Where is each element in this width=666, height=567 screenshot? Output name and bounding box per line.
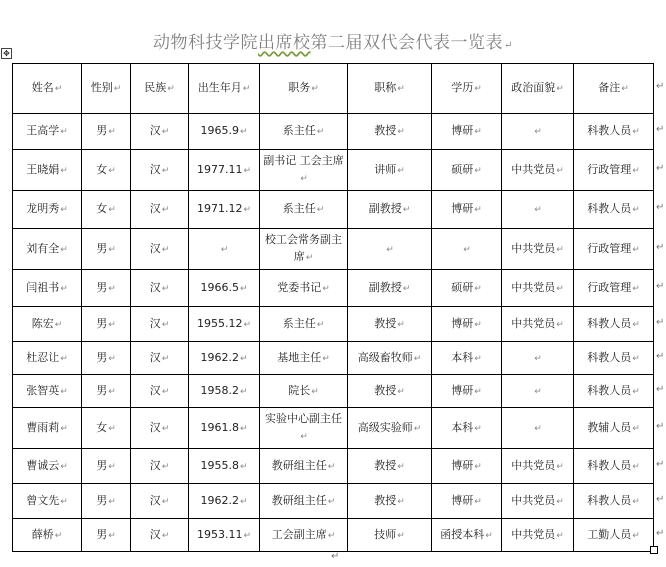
paragraph-mark: ↵	[167, 84, 175, 94]
paragraph-mark: ↵	[161, 127, 170, 137]
paragraph-mark: ↵	[60, 165, 68, 176]
paragraph-mark: ↵	[632, 205, 640, 215]
paragraph-mark: ↵	[556, 244, 564, 255]
paragraph-mark: ↵	[305, 253, 314, 263]
cell-education: 本科↵	[432, 342, 502, 375]
cell-political: 中共党员↵	[502, 449, 574, 484]
cell-political	[502, 191, 574, 229]
paragraph-mark: ↵	[311, 84, 319, 94]
paragraph-mark: ↵	[60, 423, 68, 434]
cell-title: 教授↵	[348, 449, 432, 484]
paragraph-mark: ↵	[534, 423, 542, 434]
cell-title: 讲师↵	[348, 150, 432, 191]
cell-note: 科教人员↵	[574, 191, 654, 229]
header-education: 学历↵	[432, 64, 502, 114]
paragraph-mark: ↵	[413, 353, 422, 364]
cell-birth	[189, 229, 260, 270]
paragraph-mark: ↵	[402, 205, 411, 215]
title-text: 动物科技学院出席校第二届双代会代表一览表	[153, 33, 504, 53]
cell-ethnicity: 汉↵	[131, 270, 189, 307]
cell-gender: 女↵	[82, 408, 131, 449]
cell-note: 教辅人员↵	[574, 408, 654, 449]
paragraph-mark: ↵	[474, 423, 482, 434]
paragraph-mark: ↵	[413, 423, 422, 434]
cell-political: 中共党员↵	[502, 270, 574, 307]
paragraph-mark: ↵	[108, 530, 116, 541]
paragraph-mark: ↵	[161, 353, 170, 364]
end-of-row-mark: ↵	[656, 383, 665, 395]
paragraph-mark: ↵	[474, 283, 482, 294]
paragraph-mark: ↵	[556, 496, 564, 507]
paragraph-mark: ↵	[242, 84, 251, 94]
table-move-handle[interactable]: ✥	[1, 48, 12, 59]
paragraph-mark: ↵	[243, 165, 252, 176]
cell-note: 行政管理↵	[574, 270, 654, 307]
cell-education: 博研↵	[432, 191, 502, 229]
cell-name: 曹雨莉↵	[13, 408, 82, 449]
paragraph-mark: ↵	[220, 244, 229, 255]
cell-title: 教授↵	[348, 375, 432, 408]
end-of-row-mark: ↵	[656, 527, 665, 539]
paragraph-mark: ↵	[322, 353, 330, 364]
cell-name: 刘有全↵	[13, 229, 82, 270]
table-row	[13, 519, 654, 552]
paragraph-mark: ↵	[108, 386, 116, 397]
paragraph-mark: ↵	[108, 461, 116, 472]
cell-ethnicity: 汉↵	[131, 342, 189, 375]
cell-title: 教授↵	[348, 484, 432, 519]
paragraph-mark: ↵	[474, 386, 482, 397]
cell-name: 张智英↵	[13, 375, 82, 408]
paragraph-mark: ↵	[632, 319, 640, 330]
cell-gender: 男↵	[82, 270, 131, 307]
paragraph-mark: ↵	[632, 165, 640, 176]
cell-birth: 1955.8↵	[189, 449, 260, 484]
paragraph-mark: ↵	[556, 319, 564, 330]
paragraph-mark: ↵	[397, 127, 405, 137]
cell-note: 行政管理↵	[574, 229, 654, 270]
cell-ethnicity: 汉↵	[131, 375, 189, 408]
paragraph-mark: ↵	[632, 283, 640, 294]
cell-note: 科教人员↵	[574, 449, 654, 484]
paragraph-mark: ↵	[556, 283, 564, 294]
cell-ethnicity: 汉↵	[131, 229, 189, 270]
cell-position: 校工会常务副主席↵	[260, 229, 348, 270]
paragraph-mark: ↵	[108, 496, 116, 507]
paragraph-mark: ↵	[161, 244, 170, 255]
paragraph-mark: ↵	[60, 353, 68, 364]
paragraph-mark: ↵	[316, 319, 325, 330]
cell-gender: 男↵	[82, 449, 131, 484]
cell-position: 教研组主任↵	[260, 449, 348, 484]
cell-note: 工勤人员↵	[574, 519, 654, 552]
cell-note: 科教人员↵	[574, 484, 654, 519]
table-row	[13, 114, 654, 150]
paragraph-mark: ↵	[632, 496, 640, 507]
cell-birth: 1966.5↵	[189, 270, 260, 307]
cell-ethnicity: 汉↵	[131, 307, 189, 342]
paragraph-mark: ↵	[300, 174, 308, 184]
paragraph-mark: ↵	[534, 353, 542, 364]
cell-title: 高级畜牧师↵	[348, 342, 432, 375]
cell-name: 陈宏↵	[13, 307, 82, 342]
paragraph-mark: ↵	[300, 432, 308, 442]
paragraph-mark: ↵	[556, 530, 564, 541]
paragraph-mark: ↵	[397, 165, 405, 176]
paragraph-mark: ↵	[474, 319, 482, 330]
table-row	[13, 307, 654, 342]
table-row	[13, 484, 654, 519]
paragraph-mark: ↵	[397, 496, 405, 507]
paragraph-mark: ↵	[60, 127, 68, 137]
cell-gender: 男↵	[82, 519, 131, 552]
end-of-row-mark: ↵	[656, 81, 665, 92]
paragraph-mark: ↵	[243, 205, 252, 215]
cell-note: 科教人员↵	[574, 342, 654, 375]
paragraph-mark: ↵	[397, 386, 405, 397]
table-row	[13, 449, 654, 484]
cell-birth: 1962.2↵	[189, 342, 260, 375]
cell-birth: 1977.11↵	[189, 150, 260, 191]
cell-position: 系主任↵	[260, 191, 348, 229]
representatives-table	[12, 63, 654, 552]
cell-position: 副书记 工会主席↵	[260, 150, 348, 191]
cell-education: 博研↵	[432, 449, 502, 484]
paragraph-mark: ↵	[632, 461, 640, 472]
cell-name: 龙明秀↵	[13, 191, 82, 229]
table-resize-handle[interactable]	[650, 546, 658, 554]
paragraph-mark: ↵	[60, 205, 68, 215]
cell-education: 博研↵	[432, 307, 502, 342]
paragraph-mark: ↵	[54, 530, 63, 541]
cell-name: 闫祖书↵	[13, 270, 82, 307]
cell-gender: 男↵	[82, 342, 131, 375]
cell-name: 王高学↵	[13, 114, 82, 150]
table-row	[13, 229, 654, 270]
paragraph-mark: ↵	[474, 353, 482, 364]
paragraph-mark: ↵	[60, 283, 68, 294]
paragraph-mark: ↵	[311, 386, 319, 397]
cell-title	[348, 229, 432, 270]
cell-political: 中共党员↵	[502, 150, 574, 191]
paragraph-mark: ↵	[402, 283, 411, 294]
cell-gender: 男↵	[82, 229, 131, 270]
paragraph-mark: ↵	[60, 244, 68, 255]
cell-name: 薛桥↵	[13, 519, 82, 552]
cell-education	[432, 229, 502, 270]
header-ethnicity: 民族↵	[131, 64, 189, 114]
paragraph-mark: ↵	[322, 283, 330, 294]
cell-ethnicity: 汉↵	[131, 191, 189, 229]
cell-education: 硕研↵	[432, 150, 502, 191]
cell-birth: 1971.12↵	[189, 191, 260, 229]
cell-title: 副教授↵	[348, 191, 432, 229]
cell-note: 科教人员↵	[574, 375, 654, 408]
paragraph-mark: ↵	[556, 461, 564, 472]
paragraph-mark: ↵	[632, 244, 640, 255]
cell-note: 科教人员↵	[574, 114, 654, 150]
paragraph-mark: ↵	[239, 283, 248, 294]
cell-gender: 男↵	[82, 114, 131, 150]
paragraph-mark: ↵	[243, 530, 252, 541]
document-title	[0, 28, 666, 53]
table-header-row	[13, 64, 654, 114]
paragraph-mark: ↵	[397, 84, 405, 94]
cell-position: 党委书记↵	[260, 270, 348, 307]
paragraph-mark: ↵	[239, 127, 248, 137]
end-of-row-mark: ↵	[656, 241, 665, 253]
cell-birth: 1962.2↵	[189, 484, 260, 519]
cell-note: 行政管理↵	[574, 150, 654, 191]
paragraph-mark: ↵	[632, 353, 640, 364]
paragraph-mark: ↵	[108, 319, 116, 330]
paragraph-mark: ↵	[161, 165, 170, 176]
cell-education: 硕研↵	[432, 270, 502, 307]
cell-title: 教授↵	[348, 307, 432, 342]
paragraph-mark: ↵	[386, 244, 394, 255]
cell-position: 院长↵	[260, 375, 348, 408]
cell-birth: 1961.8↵	[189, 408, 260, 449]
cell-gender: 女↵	[82, 191, 131, 229]
paragraph-mark: ↵	[474, 84, 482, 94]
paragraph-mark: ↵	[161, 496, 170, 507]
table-row	[13, 191, 654, 229]
paragraph-mark: ↵	[556, 165, 564, 176]
cell-ethnicity: 汉↵	[131, 519, 189, 552]
cell-position: 系主任↵	[260, 307, 348, 342]
end-of-row-mark: ↵	[656, 316, 665, 328]
cell-name: 曹诚云↵	[13, 449, 82, 484]
header-name: 姓名↵	[13, 64, 82, 114]
paragraph-mark: ↵	[239, 386, 248, 397]
cell-ethnicity: 汉↵	[131, 484, 189, 519]
cell-ethnicity: 汉↵	[131, 408, 189, 449]
paragraph-mark: ↵	[239, 496, 248, 507]
cell-gender: 女↵	[82, 150, 131, 191]
cell-ethnicity: 汉↵	[131, 114, 189, 150]
header-political: 政治面貌↵	[502, 64, 574, 114]
table-row	[13, 270, 654, 307]
paragraph-mark: ↵	[161, 283, 170, 294]
header-birth: 出生年月↵	[189, 64, 260, 114]
paragraph-mark: ↵	[397, 319, 405, 330]
cell-education: 函授本科↵	[432, 519, 502, 552]
cell-gender: 男↵	[82, 307, 131, 342]
paragraph-mark: ↵	[54, 84, 63, 94]
cell-title: 副教授↵	[348, 270, 432, 307]
paragraph-mark: ↵	[60, 461, 68, 472]
cell-education: 博研↵	[432, 375, 502, 408]
header-title: 职称↵	[348, 64, 432, 114]
paragraph-mark: ↵	[474, 165, 482, 176]
paragraph-mark: ↵	[108, 165, 116, 176]
paragraph-mark: ↵	[632, 127, 640, 137]
cell-title: 高级实验师↵	[348, 408, 432, 449]
cell-political	[502, 408, 574, 449]
header-note: 备注↵	[574, 64, 654, 114]
cell-political: 中共党员↵	[502, 484, 574, 519]
paragraph-mark: ↵	[239, 353, 248, 364]
header-gender: 性别↵	[82, 64, 131, 114]
paragraph-mark: ↵	[327, 496, 336, 507]
paragraph-mark: ↵	[316, 127, 325, 137]
cell-political	[502, 375, 574, 408]
grammar-flag: 出席校	[258, 33, 311, 53]
paragraph-mark: ↵	[243, 319, 252, 330]
paragraph-mark: ↵	[161, 319, 170, 330]
cell-birth: 1965.9↵	[189, 114, 260, 150]
table-row	[13, 150, 654, 191]
paragraph-mark: ↵	[632, 386, 640, 397]
end-of-row-mark: ↵	[656, 202, 665, 213]
paragraph-mark: ↵	[463, 244, 471, 255]
paragraph-mark: ↵	[316, 205, 325, 215]
paragraph-mark: ↵	[474, 205, 482, 215]
paragraph-mark: ↵	[161, 461, 170, 472]
cell-political	[502, 342, 574, 375]
paragraph-mark: ↵	[632, 530, 640, 541]
cell-position: 工会副主席↵	[260, 519, 348, 552]
cell-political: 中共党员↵	[502, 307, 574, 342]
cell-education: 博研↵	[432, 484, 502, 519]
paragraph-mark: ↵	[60, 496, 68, 507]
paragraph-mark: ↵	[397, 461, 405, 472]
header-position: 职务↵	[260, 64, 348, 114]
paragraph-mark: ↵	[161, 423, 170, 434]
paragraph-mark: ↵	[113, 84, 122, 94]
cell-position: 基地主任↵	[260, 342, 348, 375]
paragraph-mark: ↵	[504, 40, 513, 51]
paragraph-mark: ↵	[108, 353, 116, 364]
table-row	[13, 408, 654, 449]
cell-position: 教研组主任↵	[260, 484, 348, 519]
end-of-row-mark: ↵	[656, 124, 665, 135]
paragraph-mark: ↵	[108, 423, 116, 434]
cell-title: 技师↵	[348, 519, 432, 552]
paragraph-mark: ↵	[239, 461, 248, 472]
cell-name: 杜忍让↵	[13, 342, 82, 375]
cell-education: 本科↵	[432, 408, 502, 449]
paragraph-mark: ↵	[474, 127, 482, 137]
paragraph-mark: ↵	[534, 127, 542, 137]
cell-political: 中共党员↵	[502, 229, 574, 270]
end-of-row-mark: ↵	[656, 280, 665, 292]
cell-birth: 1953.11↵	[189, 519, 260, 552]
paragraph-mark: ↵	[534, 205, 542, 215]
cell-ethnicity: 汉↵	[131, 449, 189, 484]
paragraph-mark: ↵	[327, 530, 336, 541]
paragraph-mark: ↵	[485, 530, 493, 541]
paragraph-mark: ↵	[161, 205, 170, 215]
paragraph-mark: ↵	[397, 530, 405, 541]
cell-name: 王晓娟↵	[13, 150, 82, 191]
paragraph-mark: ↵	[327, 461, 336, 472]
cell-title: 教授↵	[348, 114, 432, 150]
paragraph-mark: ↵	[108, 283, 116, 294]
paragraph-mark: ↵	[239, 423, 248, 434]
paragraph-mark: ↵	[331, 551, 340, 562]
cell-birth: 1955.12↵	[189, 307, 260, 342]
cell-birth: 1958.2↵	[189, 375, 260, 408]
cell-gender: 男↵	[82, 484, 131, 519]
cell-position: 系主任↵	[260, 114, 348, 150]
end-of-row-mark: ↵	[656, 458, 665, 470]
end-of-row-mark: ↵	[656, 350, 665, 362]
end-of-row-mark: ↵	[656, 420, 665, 432]
paragraph-mark: ↵	[108, 127, 116, 137]
paragraph-mark: ↵	[534, 386, 542, 397]
paragraph-mark: ↵	[60, 386, 68, 397]
paragraph-mark: ↵	[54, 319, 63, 330]
table-row	[13, 375, 654, 408]
cell-name: 曾文先↵	[13, 484, 82, 519]
cell-gender: 男↵	[82, 375, 131, 408]
cell-ethnicity: 汉↵	[131, 150, 189, 191]
cell-note: 科教人员↵	[574, 307, 654, 342]
paragraph-mark: ↵	[556, 84, 564, 94]
cell-education: 博研↵	[432, 114, 502, 150]
cell-position: 实验中心副主任↵	[260, 408, 348, 449]
paragraph-mark: ↵	[161, 386, 170, 397]
paragraph-mark: ↵	[474, 496, 482, 507]
paragraph-mark: ↵	[632, 423, 640, 434]
table-row	[13, 342, 654, 375]
paragraph-mark: ↵	[108, 244, 116, 255]
cell-political: 中共党员↵	[502, 519, 574, 552]
paragraph-mark: ↵	[621, 84, 629, 94]
end-of-row-mark: ↵	[656, 162, 665, 174]
paragraph-mark: ↵	[161, 530, 170, 541]
paragraph-mark: ↵	[474, 461, 482, 472]
paragraph-mark: ↵	[108, 205, 116, 215]
cell-political	[502, 114, 574, 150]
end-of-row-mark: ↵	[656, 493, 665, 505]
